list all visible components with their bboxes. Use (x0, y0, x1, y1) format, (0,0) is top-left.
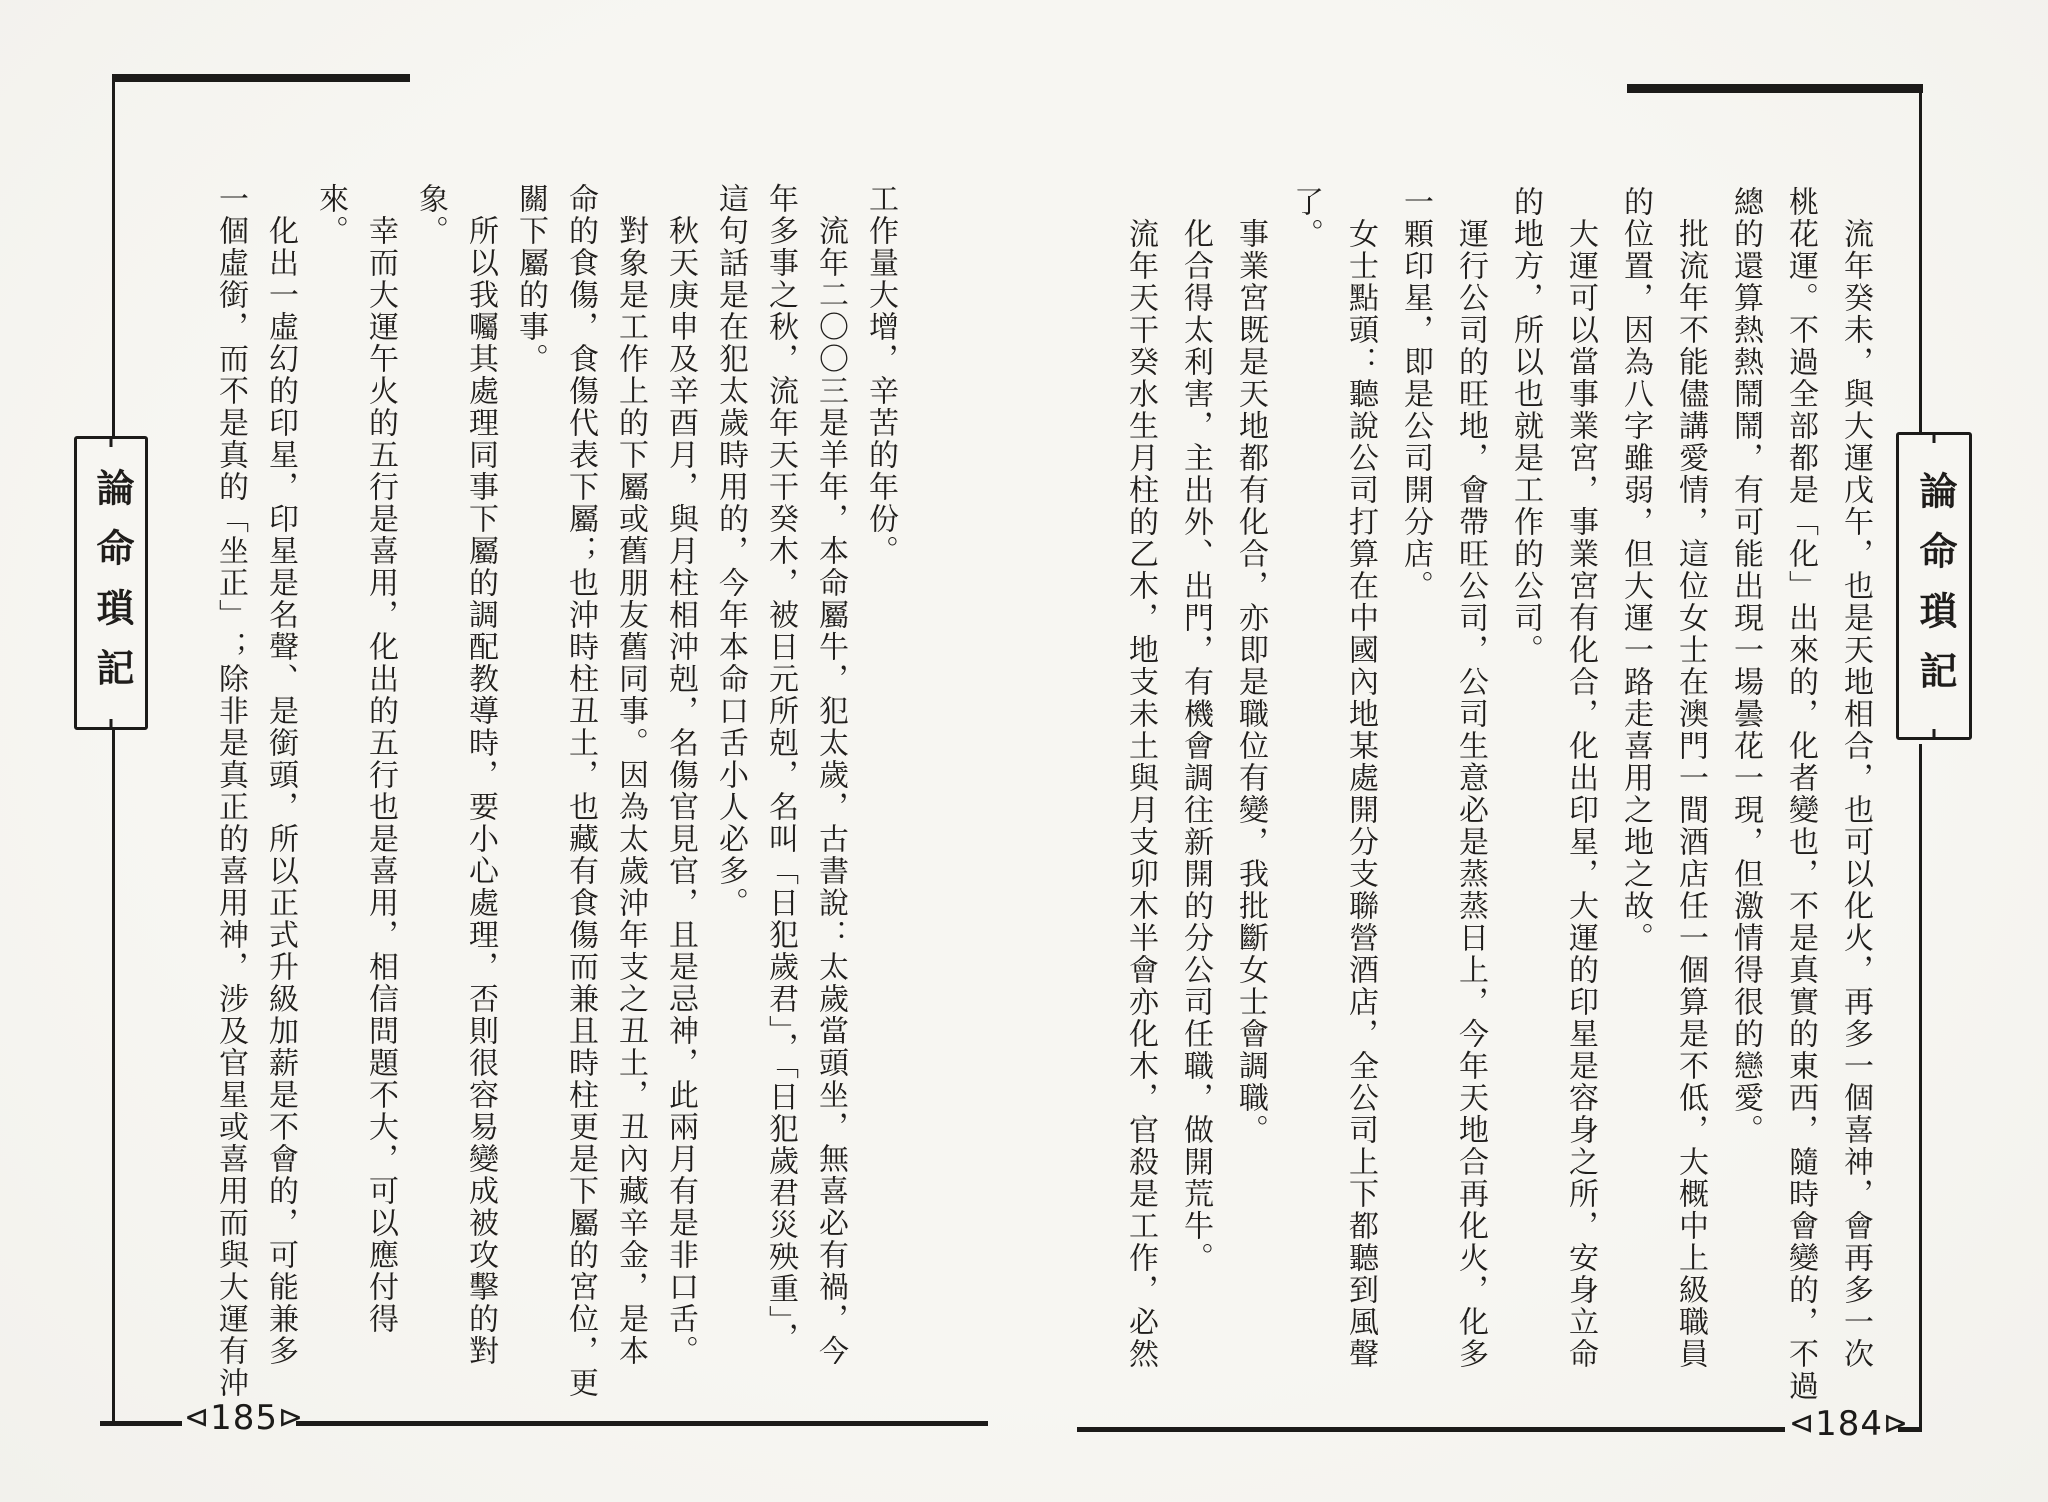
left-border-rule-lower (112, 726, 115, 1424)
left-margin-title-banner (74, 436, 148, 730)
top-border-rule (112, 74, 410, 82)
text-column: 一顆印星，即是公司開分店。 (1399, 186, 1432, 602)
text-column: 對象是工作上的下屬或舊朋友舊同事。因為太歲沖年支之丑土，丑內藏辛金，是本 (614, 215, 647, 1367)
book-title: 論命瑣記 (1913, 471, 1955, 711)
book-title: 論命瑣記 (90, 468, 132, 708)
right-border-rule-lower (1919, 744, 1922, 1432)
bottom-border-rule-left (1077, 1427, 1785, 1432)
text-column: 流年天干癸水生月柱的乙木，地支未土與月支卯木半會亦化木，官殺是工作，必然 (1124, 218, 1157, 1370)
page-number-chevron-right: ⊳ (1883, 1406, 1910, 1441)
text-column: 的地方，所以也就是工作的公司。 (1509, 186, 1542, 666)
page-185-text (205, 183, 905, 1399)
text-column: 了。 (1289, 186, 1322, 250)
text-column: 化出一虛幻的印星，印星是名聲、是銜頭，所以正式升級加薪是不會的，可能兼多 (264, 215, 297, 1367)
text-column: 事業宮既是天地都有化合，亦即是職位有變，我批斷女士會調職。 (1234, 218, 1267, 1146)
text-column: 關下屬的事。 (514, 183, 547, 375)
text-column: 這句話是在犯太歲時用的，今年本命口舌小人必多。 (714, 183, 747, 919)
page-number-value: 184 (1815, 1404, 1884, 1444)
text-column: 工作量大增，辛苦的年份。 (864, 183, 897, 567)
right-border-rule-upper (1919, 84, 1922, 432)
text-column: 的位置，因為八字雖弱，但大運一路走喜用之地之故。 (1619, 186, 1652, 954)
text-column: 秋天庚申及辛酉月，與月柱相沖剋，名傷官見官，且是忌神，此兩月有是非口舌。 (664, 215, 697, 1367)
bottom-border-rule-right (296, 1421, 988, 1426)
top-border-rule (1627, 84, 1923, 93)
text-column: 象。 (414, 183, 447, 247)
text-column: 幸而大運午火的五行是喜用，化出的五行也是喜用，相信問題不大，可以應付得 (364, 215, 397, 1335)
left-border-rule-upper (112, 74, 115, 436)
text-column: 來。 (314, 183, 347, 247)
text-column: 大運可以當事業宮，事業宮有化合，化出印星，大運的印星是容身之所，安身立命 (1564, 218, 1597, 1370)
text-column: 命的食傷，食傷代表下屬；也沖時柱丑土，也藏有食傷而兼且時柱更是下屬的宮位，更 (564, 183, 597, 1399)
bottom-border-rule-left (100, 1421, 182, 1426)
page-number-chevron-left: ⊲ (184, 1400, 211, 1435)
text-column: 所以我囑其處理同事下屬的調配教導時，要小心處理，否則很容易變成被攻擊的對 (464, 215, 497, 1367)
right-margin-title-banner (1896, 432, 1972, 740)
text-column: 總的還算熱熱鬧鬧，有可能出現一場曇花一現，但激情得很的戀愛。 (1729, 186, 1762, 1146)
page-number-value: 185 (210, 1398, 279, 1438)
text-column: 女士點頭：聽說公司打算在中國內地某處開分支聯營酒店，全公司上下都聽到風聲 (1344, 218, 1377, 1370)
page-number-184 (1789, 1404, 1909, 1444)
text-column: 化合得太利害，主出外、出門，有機會調往新開的分公司任職，做開荒牛。 (1179, 218, 1212, 1274)
text-column: 桃花運。不過全部都是「化」出來的，化者變也，不是真實的東西，隨時會變的，不過 (1784, 186, 1817, 1402)
text-column: 批流年不能儘講愛情，這位女士在澳門一間酒店任一個算是不低，大概中上級職員 (1674, 218, 1707, 1370)
text-column: 流年癸未，與大運戊午，也是天地相合，也可以化火，再多一個喜神，會再多一次 (1839, 218, 1872, 1370)
page-number-chevron-right: ⊳ (278, 1400, 305, 1435)
text-column: 運行公司的旺地，會帶旺公司，公司生意必是蒸蒸日上，今年天地合再化火，化多 (1454, 218, 1487, 1370)
text-column: 流年二〇〇三是羊年，本命屬牛，犯太歲，古書說：太歲當頭坐，無喜必有禍，今 (814, 215, 847, 1367)
page-number-185 (184, 1398, 304, 1438)
page-184-text (1113, 186, 1883, 1402)
text-column: 一個虛銜，而不是真的「坐正」；除非是真正的喜用神，涉及官星或喜用而與大運有沖 (214, 183, 247, 1399)
text-column: 年多事之秋，流年天干癸木，被日元所剋，名叫「日犯歲君」，「日犯歲君災殃重」， (764, 183, 797, 1354)
page-number-chevron-left: ⊲ (1789, 1406, 1816, 1441)
